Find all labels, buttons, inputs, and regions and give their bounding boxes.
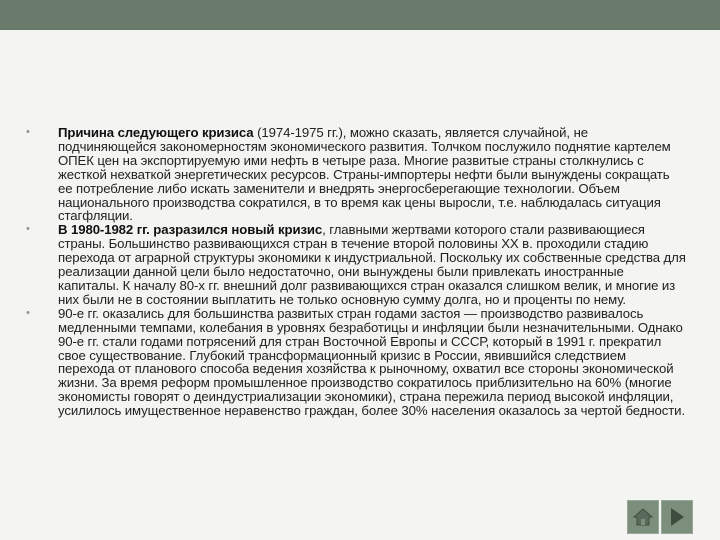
item-heading: Причина следующего кризиса	[58, 125, 254, 140]
item-text: 90-е гг. оказались для большинства развитых стран годами застоя — производство развивалось медленными темпами, колебания в уровнях безработицы и инфляции были незначительными. Однако 90-е гг. стали годами потрясений для стран Восточной Европы и СССР, который в 1991 г. прекратил свое существование. Глубокий трансформационный кризис в России, явившийся следствием перехода от планового способа ведения хозяйства к рыночному, охватил все стороны экономической жизни. За время реформ промышленное производство сократилось приблизительно на 60% (многие экономисты говорят о деиндустриализации экономики), страна пережила период высокой инфляции, усилилось имущественное неравенство граждан, более 30% населения оказалось за чертой бедности.	[58, 305, 686, 419]
bullet-icon: •	[26, 223, 30, 236]
item-text: (1974-1975 гг.), можно сказать, является случайной, не подчиняющейся закономерностям экономического развития. Толчком послужило поднятие картелем ОПЕК цен на экспортируемую ими нефть в четыре раза. Многие развитые страны столкнулись с жесткой нехваткой энергетических ресурсов. Страны-импортеры нефти были вынуждены сокращать ее потребление либо искать заменители и внедрять энергосберегающие технологии. Объем национального производства сократился, в то время как цены выросли, т.е. наблюдалась ситуация стагфляции.	[58, 125, 671, 224]
item-text: , главными жертвами которого стали развивающиеся страны. Большинство развивающихся стран в течение второй половины XX в. проходили стадию перехода от аграрной структуры экономики к индустриальной. Поскольку их собственные средства для реализации данной цели было недостаточно, они вынуждены были привлекать иностранные капиталы. К началу 80-х гг. внешний долг развивающихся стран оказался слишком велик, и многие из них были не в состоянии выплатить не только основную сумму долга, но и проценты по нему.	[58, 222, 686, 307]
home-icon	[632, 507, 654, 527]
item-heading: В 1980-1982 гг. разразился новый кризис	[58, 222, 323, 238]
home-button[interactable]	[627, 500, 659, 534]
list-item	[26, 126, 686, 223]
list-item	[26, 307, 686, 418]
list-item	[26, 223, 686, 306]
next-slide-button[interactable]	[661, 500, 693, 534]
slide-header-band	[0, 0, 720, 30]
slide-content	[26, 126, 686, 418]
bullet-icon: •	[26, 306, 30, 319]
play-next-icon	[667, 506, 687, 528]
bullet-list	[26, 126, 686, 418]
bullet-icon: •	[26, 126, 30, 138]
